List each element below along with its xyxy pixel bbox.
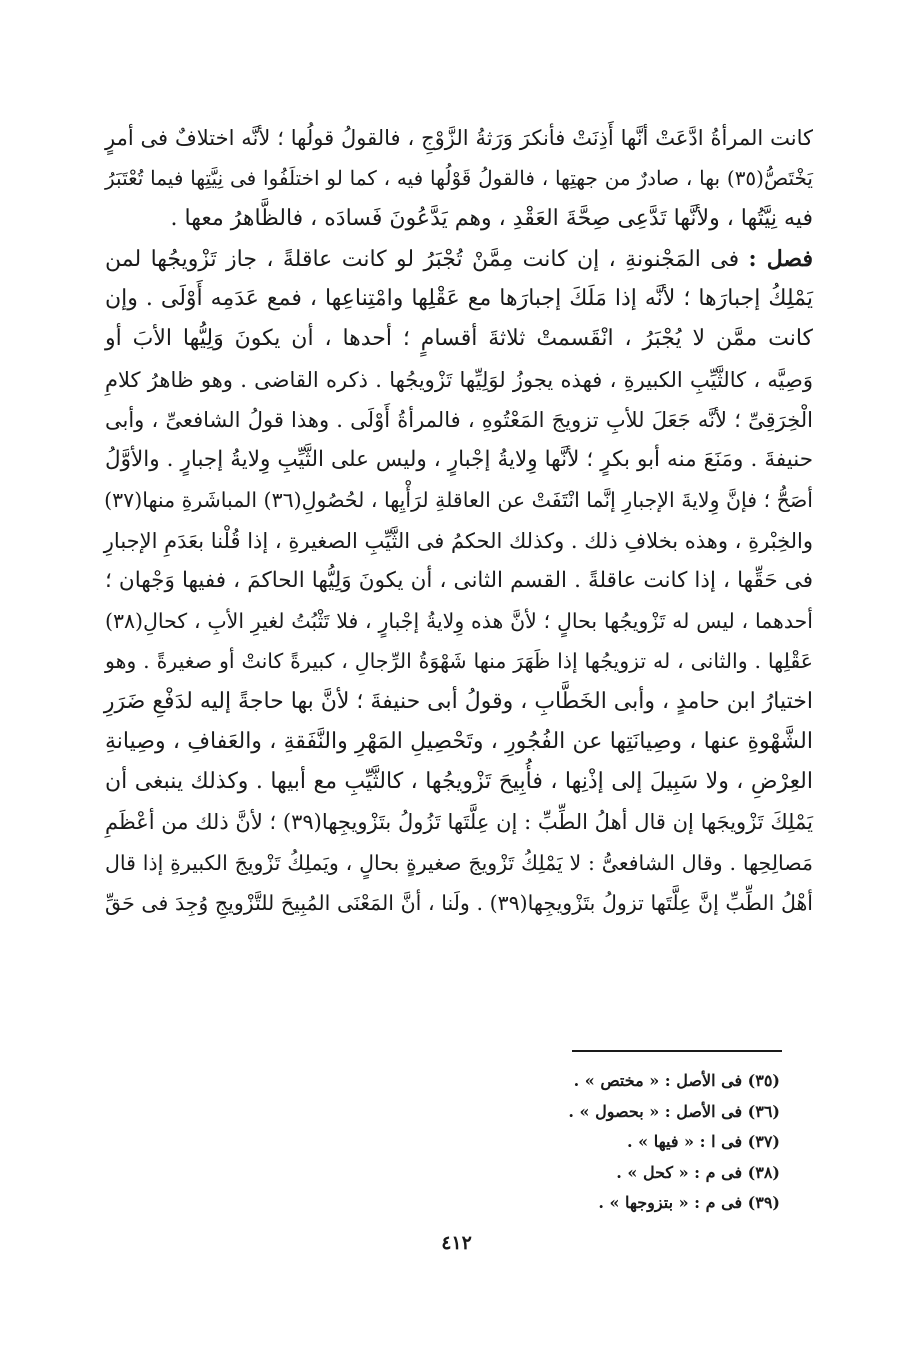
text-line: كانت المرأةُ ادَّعَتْ أنَّها أَذِنَتْ فأنكرَ وَرَثةُ الزَّوْجِ ، فالقولُ قولُها ؛ لأنَّه اختلافٌ فى أمرٍ: [105, 126, 813, 150]
body-text: [105, 118, 813, 923]
section-first-line: [105, 239, 813, 279]
footnotes: [460, 1066, 780, 1219]
text-line: يَمْلِكُ إجبارَها ؛ لأنَّه إذا مَلَكَ إجبارَها مع عَقْلِها وامْتِناعِها ، فمع عَدَمِه أَوْلَى . وإن: [105, 286, 813, 311]
text-line: الْخِرَقِىِّ ؛ لأنَّه جَعَلَ للأبِ تزويجَ المَعْتُوهِ ، فالمرأةُ أَوْلَى . وهذا قولُ الشافعىِّ ، وأبى: [105, 407, 813, 432]
footnote: (٣٧) فى ا : « فيها » .: [627, 1132, 780, 1151]
text-line: فى المَجْنونةِ ، إن كانت مِمَّنْ تُجْبَرُ لو كانت عاقلةً ، جاز تَزْويجُها لمن: [105, 246, 740, 272]
text-line: كانت ممَّن لا يُجْبَرُ ، انْقَسمتْ ثلاثةَ أقسامٍ ؛ أحدها ، أن يكونَ وَلِيُّها الأبَ أو: [105, 326, 813, 352]
text-line: مَصالِحِها . وقال الشافعىُّ : لا يَمْلِكُ تَزْويجَ صغيرةٍ بحالٍ ، ويَملِكُ تَزْويجَ الكبيرةِ إذا قال: [105, 850, 813, 875]
text-line: الشَّهْوةِ عنها ، وصِيانَتِها عن الفُجُورِ ، وتَحْصِيلِ المَهْرِ والنَّفَقةِ ، والعَفافِ ، وصِيانةِ: [105, 728, 813, 754]
page-number: ٤١٢: [441, 1232, 472, 1254]
text-line: حنيفةَ . ومَنَعَ منه أبو بكرٍ ؛ لأنَّها وِلايةُ إجْبارٍ ، وليس على الثَّيِّبِ وِلايةُ إجبارٍ . والأوَّلُ: [105, 447, 813, 472]
footnote: (٣٩) فى م : « بتزوجها » .: [598, 1193, 780, 1212]
footnote: (٣٥) فى الأصل : « مختص » .: [573, 1071, 780, 1090]
footnote-divider: [572, 1050, 782, 1052]
text-line: العِرْضِ ، ولا سَبِيلَ إلى إذْنِها ، فأُبِيحَ تَزْويجُها ، كالثَّيِّبِ مع أبيها . وكذلك ينبغى أن: [105, 769, 813, 794]
text-line: اختيارُ ابن حامدٍ ، وأبى الخَطَّابِ ، وقولُ أبى حنيفةَ ؛ لأنَّ بها حاجةً إليه لدَفْعِ ضَرَرِ: [103, 688, 813, 714]
text-line: أحدهما ، ليس له تَزْويجُها بحالٍ ؛ لأنَّ هذه وِلايةُ إجْبارٍ ، فلا تَثْبُتُ لغيرِ الأبِ ، كحالِ(٣٨): [105, 609, 813, 633]
text-line: يَخْتَصُّ(٣٥) بها ، صادرٌ من جهتِها ، فالقولُ قَوْلُها فيه ، كما لو اختلَفُوا فى نِيَّتِها فيما تُعْتَبَرُ: [105, 166, 813, 191]
footnote: (٣٦) فى الأصل : « بحصول » .: [568, 1101, 780, 1121]
text-line: أصَحُّ ؛ فإنَّ وِلايةَ الإجبارِ إنَّما انْتَفَتْ عن العاقلةِ لرَأْيِها ، لحُصُولِ(٣٦) المباشَرةِ منها(٣٧): [104, 488, 813, 513]
text-line: فيه نِيَّتُها ، ولأنَّها تَدَّعِى صِحَّةَ العَقْدِ ، وهم يَدَّعُونَ فَسادَه ، فالظَّاهرُ معها .: [170, 205, 813, 231]
section-heading: فصل :: [748, 245, 813, 272]
text-line: عَقْلِها . والثانى ، له تزويجُها إذا ظَهَرَ منها شَهْوَةُ الرِّجالِ ، كبيرةً كانتْ أو صغيرةً . وهو: [105, 649, 813, 674]
text-line: يَمْلِكَ تَزْويجَها إن قال أهلُ الطِّبِّ : إن عِلَّتَها تَزُولُ بتَزْويجِها(٣٩) ؛ لأنَّ ذلك من أعْظَمِ: [105, 810, 813, 835]
footnote: (٣٨) فى م : « كحل » .: [616, 1162, 780, 1182]
text-line: فى حَقِّها ، إذا كانت عاقلةً . القسم الثانى ، أن يكونَ وَلِيُّها الحاكمَ ، ففيها وَجْهان ؛: [105, 567, 813, 593]
text-line: والخِبْرةِ ، وهذه بخلافِ ذلك . وكذلك الحكمُ فى الثَّيِّبِ الصغيرةِ ، إذا قُلْنا بعَدَمِ الإجبارِ: [103, 528, 813, 553]
text-line: أهْلُ الطِّبِّ إنَّ عِلَّتَها تزولُ بتَزْويجِها(٣٩) . ولَنا ، أنَّ المَعْنَى المُبِيحَ للتَّزْويجِ وُجِدَ فى حَقِّ: [105, 890, 813, 915]
text-line: وَصِيَّه ، كالثَّيِّبِ الكبيرةِ ، فهذه يجوزُ لوَلِيِّها تَزْويجُها . ذكره القاضى . وهو ظاهرُ كلامِ: [105, 367, 813, 392]
